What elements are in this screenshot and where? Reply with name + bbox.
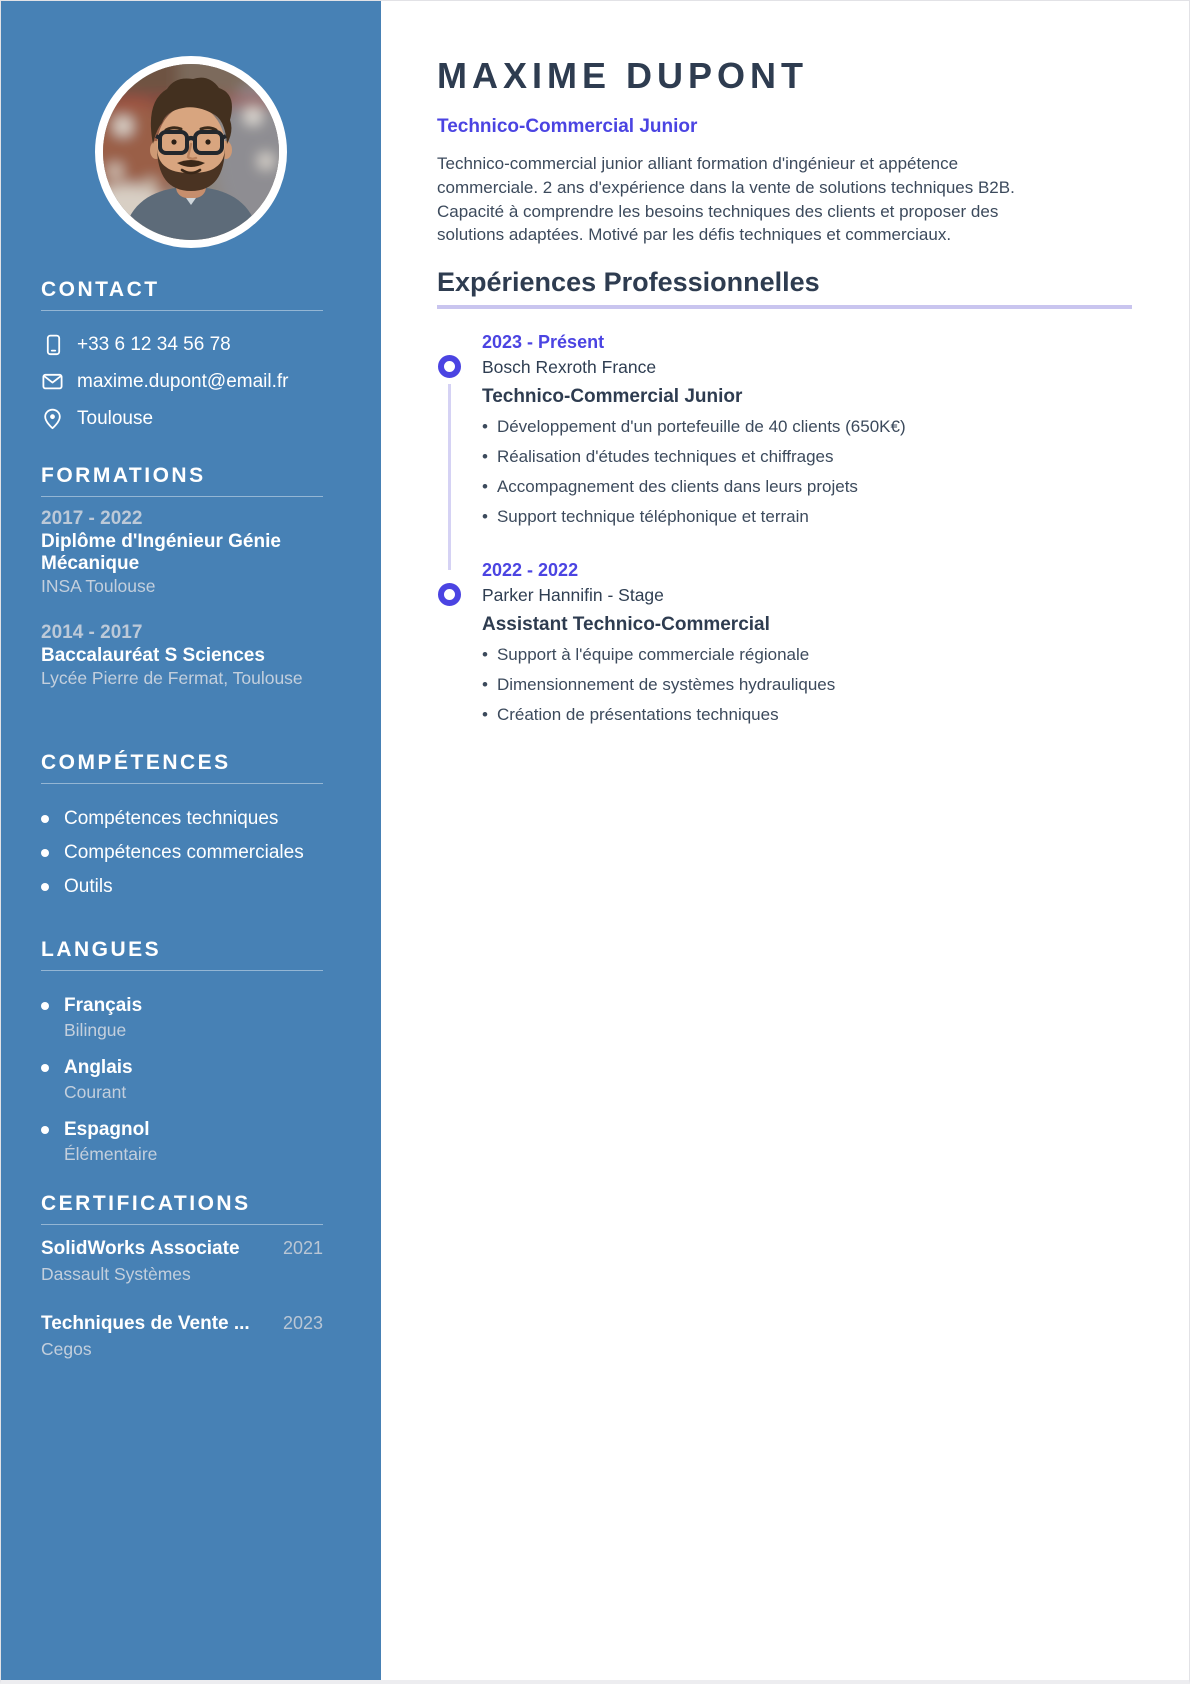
certification-item xyxy=(41,1237,341,1284)
timeline-marker-icon xyxy=(438,355,461,378)
skill-item xyxy=(41,842,341,864)
formation-school: Lycée Pierre de Fermat, Toulouse xyxy=(41,668,303,689)
competences-heading: COMPÉTENCES xyxy=(41,751,323,784)
certification-name: Techniques de Vente ... xyxy=(41,1313,250,1335)
skill-label: Compétences commerciales xyxy=(64,842,304,864)
sidebar xyxy=(1,1,381,1680)
language-level: Courant xyxy=(64,1082,127,1103)
experience-entry xyxy=(437,560,1132,726)
language-name: Français xyxy=(64,995,143,1017)
section-formations xyxy=(41,464,341,689)
section-certifications xyxy=(41,1192,341,1359)
language-item xyxy=(41,1119,341,1164)
experience-company: Parker Hannifin - Stage xyxy=(482,584,664,605)
language-name: Anglais xyxy=(64,1057,133,1079)
contact-phone-text: +33 6 12 34 56 78 xyxy=(77,333,231,355)
experiences-underline xyxy=(437,305,1132,309)
formation-dates: 2014 - 2017 xyxy=(41,622,143,644)
experience-bullet: • Développement d'un portefeuille de 40 clients (650K€) xyxy=(482,416,1132,438)
experience-bullet: • Dimensionnement de systèmes hydrauliques xyxy=(482,674,1132,696)
formation-school: INSA Toulouse xyxy=(41,576,156,597)
bullet-dot-icon xyxy=(41,1064,49,1072)
summary-text: Technico-commercial junior alliant formation d'ingénieur et appétence commerciale. 2 ans d'expérience dans la vente de solutions techniques B2B. Capacité à comprendre les besoins techniques des clients et proposer des solutions adaptées. Motivé par les défis techniques et commerciaux. xyxy=(437,154,1015,245)
experience-role: Assistant Technico-Commercial xyxy=(482,613,770,635)
certifications-heading: CERTIFICATIONS xyxy=(41,1192,323,1225)
skill-item xyxy=(41,808,341,830)
certification-name: SolidWorks Associate xyxy=(41,1238,240,1260)
formations-heading: FORMATIONS xyxy=(41,464,323,497)
certification-issuer: Cegos xyxy=(41,1339,92,1360)
email-icon xyxy=(41,370,64,393)
bullet-dot-icon xyxy=(41,883,49,891)
job-title: Technico-Commercial Junior xyxy=(437,116,698,138)
section-langues xyxy=(41,938,341,1164)
section-competences xyxy=(41,751,341,898)
experience-timeline xyxy=(437,332,1132,726)
experience-bullet: • Réalisation d'études techniques et chiffrages xyxy=(482,446,1132,468)
main-content xyxy=(381,1,1189,1680)
contact-item-location xyxy=(41,407,341,430)
skill-label: Outils xyxy=(64,876,113,898)
formation-item xyxy=(41,622,341,689)
language-level: Bilingue xyxy=(64,1020,127,1041)
language-level: Élémentaire xyxy=(64,1144,158,1165)
langues-heading: LANGUES xyxy=(41,938,323,971)
experience-role: Technico-Commercial Junior xyxy=(482,385,743,407)
skill-label: Compétences techniques xyxy=(64,808,279,830)
phone-icon xyxy=(41,333,64,356)
certification-item xyxy=(41,1312,341,1359)
language-name: Espagnol xyxy=(64,1119,150,1141)
experience-bullet: • Support à l'équipe commerciale régionale xyxy=(482,644,1132,666)
certification-year: 2021 xyxy=(282,1238,323,1259)
experiences-heading: Expériences Professionnelles xyxy=(437,266,820,297)
avatar-illustration xyxy=(103,64,279,240)
skill-item xyxy=(41,876,341,898)
experience-dates: 2023 - Présent xyxy=(482,331,605,352)
profile-photo xyxy=(95,56,287,248)
formation-degree: Baccalauréat S Sciences xyxy=(41,645,265,667)
bullet-dot-icon xyxy=(41,815,49,823)
formation-degree: Diplôme d'Ingénieur Génie Mécanique xyxy=(41,531,281,575)
language-item xyxy=(41,1057,341,1102)
certification-year: 2023 xyxy=(282,1313,323,1334)
bullet-dot-icon xyxy=(41,1126,49,1134)
contact-item-phone xyxy=(41,333,341,356)
section-contact xyxy=(41,278,341,430)
experience-bullet: • Support technique téléphonique et terrain xyxy=(482,506,1132,528)
candidate-name: MAXIME DUPONT xyxy=(437,55,808,96)
contact-location-text: Toulouse xyxy=(77,407,154,429)
certification-issuer: Dassault Systèmes xyxy=(41,1264,191,1285)
experience-entry xyxy=(437,332,1132,528)
location-icon xyxy=(41,407,64,430)
bullet-dot-icon xyxy=(41,1002,49,1010)
contact-heading: CONTACT xyxy=(41,278,323,311)
contact-email-text: maxime.dupont@email.fr xyxy=(77,370,289,392)
language-item xyxy=(41,995,341,1040)
experience-dates: 2022 - 2022 xyxy=(482,559,579,580)
formation-dates: 2017 - 2022 xyxy=(41,508,143,530)
contact-item-email xyxy=(41,370,341,393)
timeline-marker-icon xyxy=(438,583,461,606)
formation-item xyxy=(41,508,341,597)
experience-bullet: • Accompagnement des clients dans leurs projets xyxy=(482,476,1132,498)
experience-bullet: • Création de présentations techniques xyxy=(482,704,1132,726)
timeline-connector xyxy=(448,384,451,570)
bullet-dot-icon xyxy=(41,849,49,857)
experience-company: Bosch Rexroth France xyxy=(482,356,657,377)
